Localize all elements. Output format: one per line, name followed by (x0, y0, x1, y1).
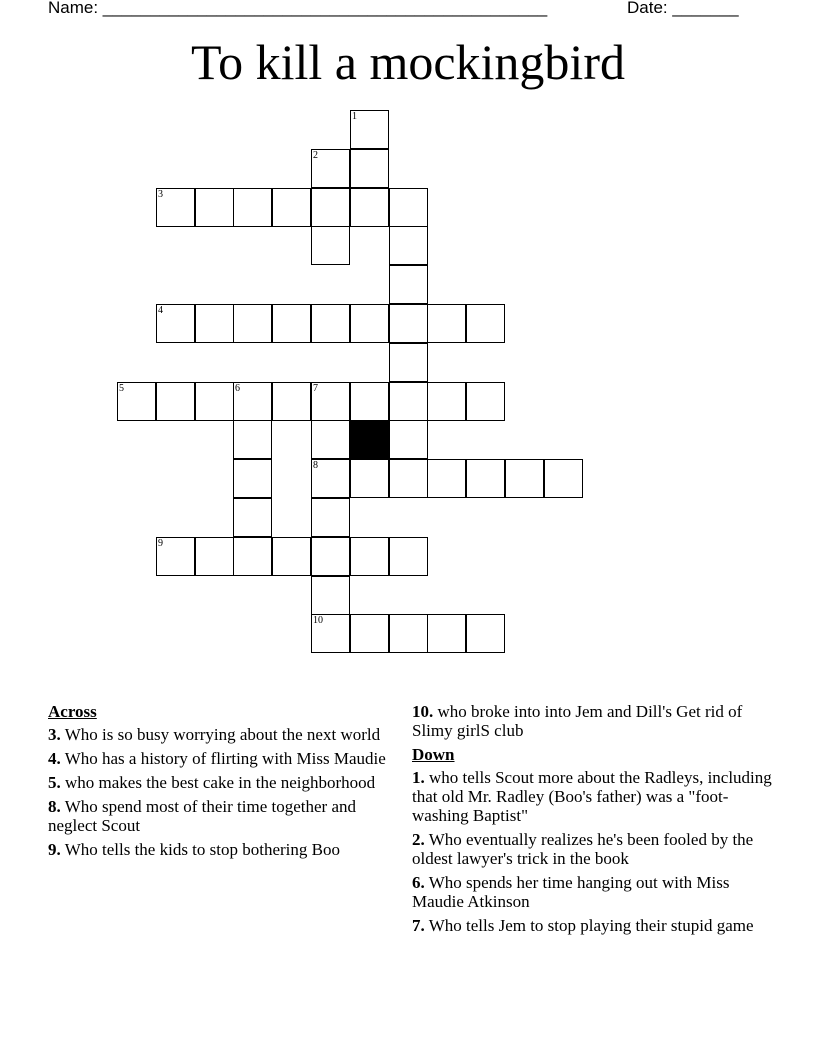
clue-text: Who tells the kids to stop bothering Boo (64, 840, 340, 859)
crossword-cell[interactable] (389, 265, 428, 304)
clue-number: 4. (48, 749, 61, 768)
across-heading: Across (48, 702, 97, 721)
crossword-cell[interactable] (272, 188, 311, 227)
clue-text: Who spends her time hanging out with Miss Maudie Atkinson (412, 873, 730, 911)
crossword-cell[interactable] (311, 459, 350, 498)
clue-across-4 (48, 749, 388, 768)
crossword-cell[interactable] (272, 382, 311, 421)
clue-number: 1. (412, 768, 425, 787)
crossword-cell[interactable] (156, 537, 195, 576)
crossword-cell[interactable] (311, 226, 350, 265)
clue-text: Who eventually realizes he's been fooled by the oldest lawyer's trick in the book (412, 830, 754, 868)
clue-number: 7. (412, 916, 425, 935)
crossword-cell[interactable] (233, 420, 272, 459)
clue-text: Who has a history of flirting with Miss Maudie (64, 749, 386, 768)
crossword-cell[interactable] (156, 304, 195, 343)
clue-across-9 (48, 840, 388, 859)
crossword-cell[interactable] (233, 188, 272, 227)
clue-down-1 (412, 768, 782, 825)
crossword-cell[interactable] (311, 149, 350, 188)
crossword-cell[interactable] (389, 382, 428, 421)
page-title: To kill a mockingbird (191, 34, 625, 90)
crossword-cell[interactable] (350, 188, 389, 227)
crossword-cell[interactable] (466, 304, 505, 343)
crossword-cell[interactable] (466, 614, 505, 653)
clue-number: 2. (412, 830, 425, 849)
crossword-cell[interactable] (427, 614, 466, 653)
cell-number: 2 (313, 150, 318, 161)
crossword-cell[interactable] (311, 576, 350, 615)
cell-number: 6 (235, 383, 240, 394)
clue-down-6 (412, 873, 782, 911)
crossword-cell[interactable] (311, 304, 350, 343)
crossword-cell[interactable] (389, 420, 428, 459)
crossword-cell[interactable] (195, 188, 234, 227)
crossword-cell[interactable] (311, 614, 350, 653)
crossword-cell[interactable] (233, 382, 272, 421)
clue-text: Who tells Jem to stop playing their stupid game (428, 916, 754, 935)
crossword-cell[interactable] (466, 382, 505, 421)
crossword-cell[interactable] (156, 382, 195, 421)
clue-number: 8. (48, 797, 61, 816)
crossword-block-cell (350, 420, 389, 459)
crossword-cell[interactable] (350, 459, 389, 498)
clue-text: who tells Scout more about the Radleys, including that old Mr. Radley (Boo's father) was a "foot-washing Baptist" (412, 768, 772, 825)
crossword-cell[interactable] (350, 149, 389, 188)
crossword-cell[interactable] (389, 459, 428, 498)
crossword-cell[interactable] (350, 382, 389, 421)
cell-number: 8 (313, 460, 318, 471)
clue-number: 10. (412, 702, 434, 721)
clue-number: 9. (48, 840, 61, 859)
clue-text: who makes the best cake in the neighborhood (65, 773, 376, 792)
cell-number: 7 (313, 383, 318, 394)
crossword-cell[interactable] (350, 304, 389, 343)
clues-right-column (412, 702, 782, 940)
crossword-cell[interactable] (233, 459, 272, 498)
clue-across-10 (412, 702, 782, 740)
clue-across-8 (48, 797, 388, 835)
crossword-cell[interactable] (233, 304, 272, 343)
clue-text: Who is so busy worrying about the next world (64, 725, 381, 744)
name-field-line: Name: _______________________________________________ (48, 0, 548, 17)
clue-text: Who spend most of their time together and neglect Scout (48, 797, 356, 835)
crossword-cell[interactable] (466, 459, 505, 498)
crossword-cell[interactable] (505, 459, 544, 498)
down-heading: Down (412, 745, 455, 764)
date-field-line: Date: _______ (627, 0, 739, 17)
clue-text: who broke into into Jem and Dill's Get rid of Slimy girlS club (412, 702, 743, 740)
clue-down-2 (412, 830, 782, 868)
crossword-cell[interactable] (233, 537, 272, 576)
cell-number: 9 (158, 538, 163, 549)
crossword-cell[interactable] (389, 614, 428, 653)
clues-left-column (48, 702, 388, 864)
crossword-cell[interactable] (350, 537, 389, 576)
clue-number: 5. (48, 773, 61, 792)
crossword-cell[interactable] (117, 382, 156, 421)
crossword-cell[interactable] (389, 226, 428, 265)
crossword-cell[interactable] (389, 304, 428, 343)
crossword-cell[interactable] (195, 304, 234, 343)
crossword-cell[interactable] (311, 188, 350, 227)
clue-number: 3. (48, 725, 61, 744)
clue-number: 6. (412, 873, 425, 892)
clue-down-7 (412, 916, 782, 935)
crossword-cell[interactable] (311, 382, 350, 421)
crossword-cell[interactable] (156, 188, 195, 227)
crossword-cell[interactable] (311, 498, 350, 537)
crossword-cell[interactable] (427, 382, 466, 421)
cell-number: 4 (158, 305, 163, 316)
crossword-cell[interactable] (389, 188, 428, 227)
cell-number: 5 (119, 383, 124, 394)
crossword-cell[interactable] (233, 498, 272, 537)
crossword-cell[interactable] (427, 304, 466, 343)
crossword-cell[interactable] (544, 459, 583, 498)
crossword-cell[interactable] (389, 343, 428, 382)
clue-across-3 (48, 725, 388, 744)
crossword-cell[interactable] (389, 537, 428, 576)
crossword-cell[interactable] (350, 110, 389, 149)
crossword-cell[interactable] (272, 304, 311, 343)
crossword-cell[interactable] (311, 537, 350, 576)
cell-number: 1 (352, 111, 357, 122)
crossword-cell[interactable] (311, 420, 350, 459)
crossword-cell[interactable] (427, 459, 466, 498)
crossword-cell[interactable] (272, 537, 311, 576)
clue-across-5 (48, 773, 388, 792)
crossword-cell[interactable] (195, 537, 234, 576)
cell-number: 3 (158, 189, 163, 200)
cell-number: 10 (313, 615, 323, 626)
crossword-cell[interactable] (350, 614, 389, 653)
crossword-cell[interactable] (195, 382, 234, 421)
